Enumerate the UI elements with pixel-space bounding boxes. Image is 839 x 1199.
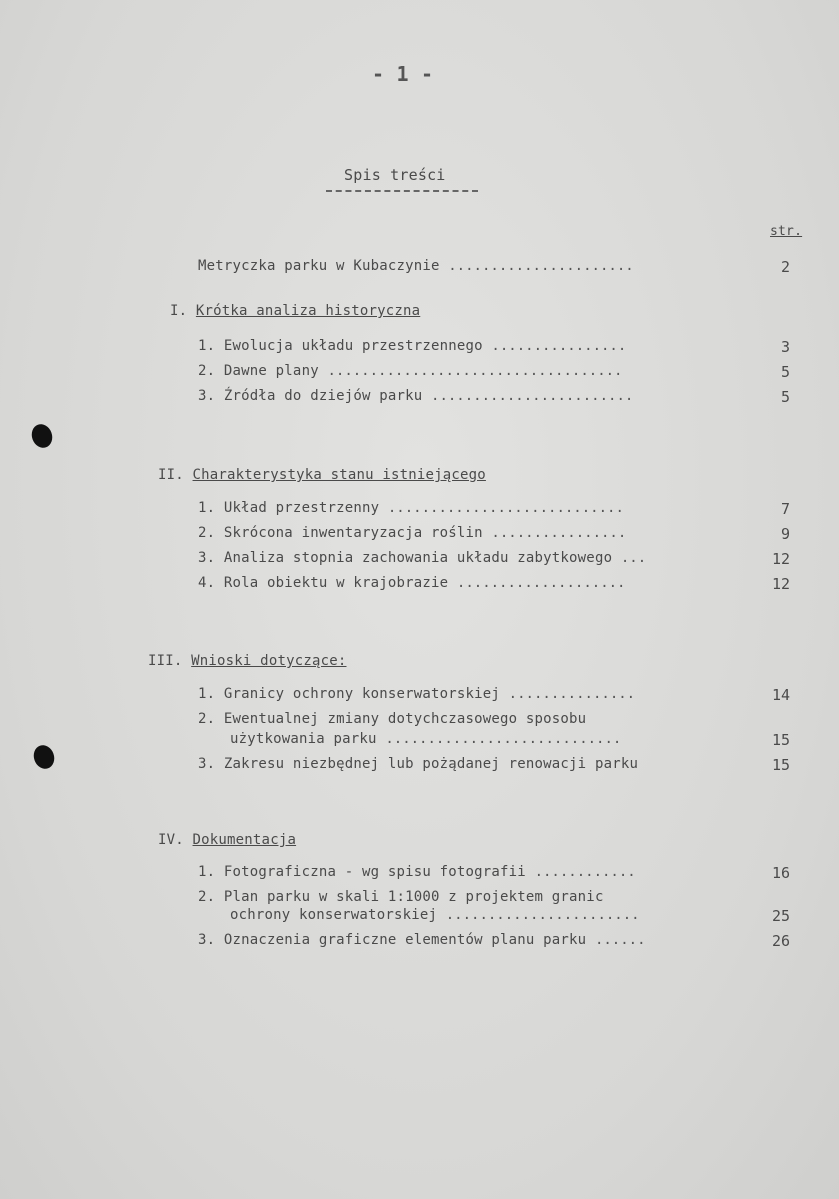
item-page: 26 (771, 932, 790, 950)
page-column-label: str. (770, 224, 803, 239)
toc-item (198, 575, 625, 591)
item-text: Układ przestrzenny (223, 500, 380, 516)
toc-item (198, 864, 636, 880)
toc-item (198, 889, 604, 905)
item-page: 15 (771, 756, 790, 774)
item-text: Ewentualnej zmiany dotychczasowego sposobu (223, 711, 587, 727)
leader-dots: ............................ (387, 500, 624, 516)
section-numeral: II. (158, 467, 184, 483)
item-text: Oznaczenia graficzne elementów planu parku (223, 932, 587, 948)
item-page: 9 (780, 525, 790, 543)
item-number: 2. (198, 889, 216, 905)
toc-intro-text: Metryczka parku w Kubaczynie (198, 258, 440, 274)
leader-dots: ...... (594, 932, 646, 948)
page-number: - 1 - (372, 62, 434, 86)
toc-item (198, 756, 638, 772)
toc-intro-page: 2 (780, 258, 790, 276)
leader-dots: .................... (456, 575, 626, 591)
item-page: 15 (771, 731, 790, 749)
item-page: 25 (771, 907, 790, 925)
toc-item (198, 500, 624, 516)
toc-item-continuation (230, 907, 640, 923)
toc-title: Spis treści (344, 166, 446, 184)
toc-item (198, 388, 633, 404)
item-number: 3. (198, 932, 216, 948)
item-page: 7 (780, 500, 790, 518)
leader-dots: ............... (508, 686, 636, 702)
toc-item-continuation (230, 731, 621, 747)
leader-dots: ................ (491, 525, 627, 541)
title-underline (326, 190, 478, 195)
section-heading (170, 303, 420, 319)
section-title: Dokumentacja (192, 832, 297, 848)
item-text: Dawne plany (223, 363, 319, 379)
item-number: 2. (198, 525, 216, 541)
item-text: Granicy ochrony konserwatorskiej (223, 686, 501, 702)
item-text: ochrony konserwatorskiej (230, 907, 438, 923)
item-text: Ewolucja układu przestrzennego (223, 338, 483, 354)
item-page: 12 (771, 550, 790, 568)
leader-dots: ........................ (431, 388, 634, 404)
item-text: Fotograficzna - wg spisu fotografii (223, 864, 526, 880)
item-number: 3. (198, 388, 216, 404)
section-heading (158, 467, 486, 483)
item-number: 3. (198, 550, 216, 566)
section-title: Charakterystyka stanu istniejącego (192, 467, 486, 483)
toc-intro-line (198, 258, 634, 274)
punch-hole-top (28, 421, 55, 450)
section-numeral: I. (170, 303, 188, 319)
item-number: 2. (198, 711, 216, 727)
item-text: Źródła do dziejów parku (223, 388, 423, 404)
toc-item (198, 363, 622, 379)
leader-dots: ... (620, 550, 647, 566)
leader-dots: ................................... (327, 363, 623, 379)
item-page: 5 (780, 363, 790, 381)
section-title: Krótka analiza historyczna (195, 303, 421, 319)
toc-item (198, 711, 586, 727)
item-number: 3. (198, 756, 216, 772)
toc-item (198, 338, 626, 354)
section-heading (148, 653, 346, 669)
item-number: 4. (198, 575, 216, 591)
item-page: 3 (780, 338, 790, 356)
section-numeral: IV. (158, 832, 184, 848)
leader-dots: ............ (534, 864, 636, 880)
section-numeral: III. (148, 653, 183, 669)
item-text: użytkowania parku (230, 731, 377, 747)
leader-dots: ................ (491, 338, 627, 354)
leader-dots: ....................... (445, 907, 640, 923)
item-page: 16 (771, 864, 790, 882)
item-number: 2. (198, 363, 216, 379)
item-text: Skrócona inwentaryzacja roślin (223, 525, 483, 541)
item-number: 1. (198, 864, 216, 880)
toc-item (198, 932, 646, 948)
section-heading (158, 832, 296, 848)
item-text: Zakresu niezbędnej lub pożądanej renowacji parku (223, 756, 639, 772)
item-page: 5 (780, 388, 790, 406)
item-number: 1. (198, 686, 216, 702)
item-text: Plan parku w skali 1:1000 z projektem granic (223, 889, 604, 905)
item-number: 1. (198, 500, 216, 516)
toc-item (198, 686, 635, 702)
item-page: 14 (771, 686, 790, 704)
item-page: 12 (771, 575, 790, 593)
toc-item (198, 550, 646, 566)
section-title: Wnioski dotyczące: (191, 653, 347, 669)
item-text: Rola obiektu w krajobrazie (223, 575, 449, 591)
leader-dots: ...................... (448, 258, 634, 274)
leader-dots: ............................ (385, 731, 622, 747)
item-text: Analiza stopnia zachowania układu zabytkowego (223, 550, 613, 566)
toc-item (198, 525, 626, 541)
item-number: 1. (198, 338, 216, 354)
punch-hole-bottom (30, 742, 57, 771)
